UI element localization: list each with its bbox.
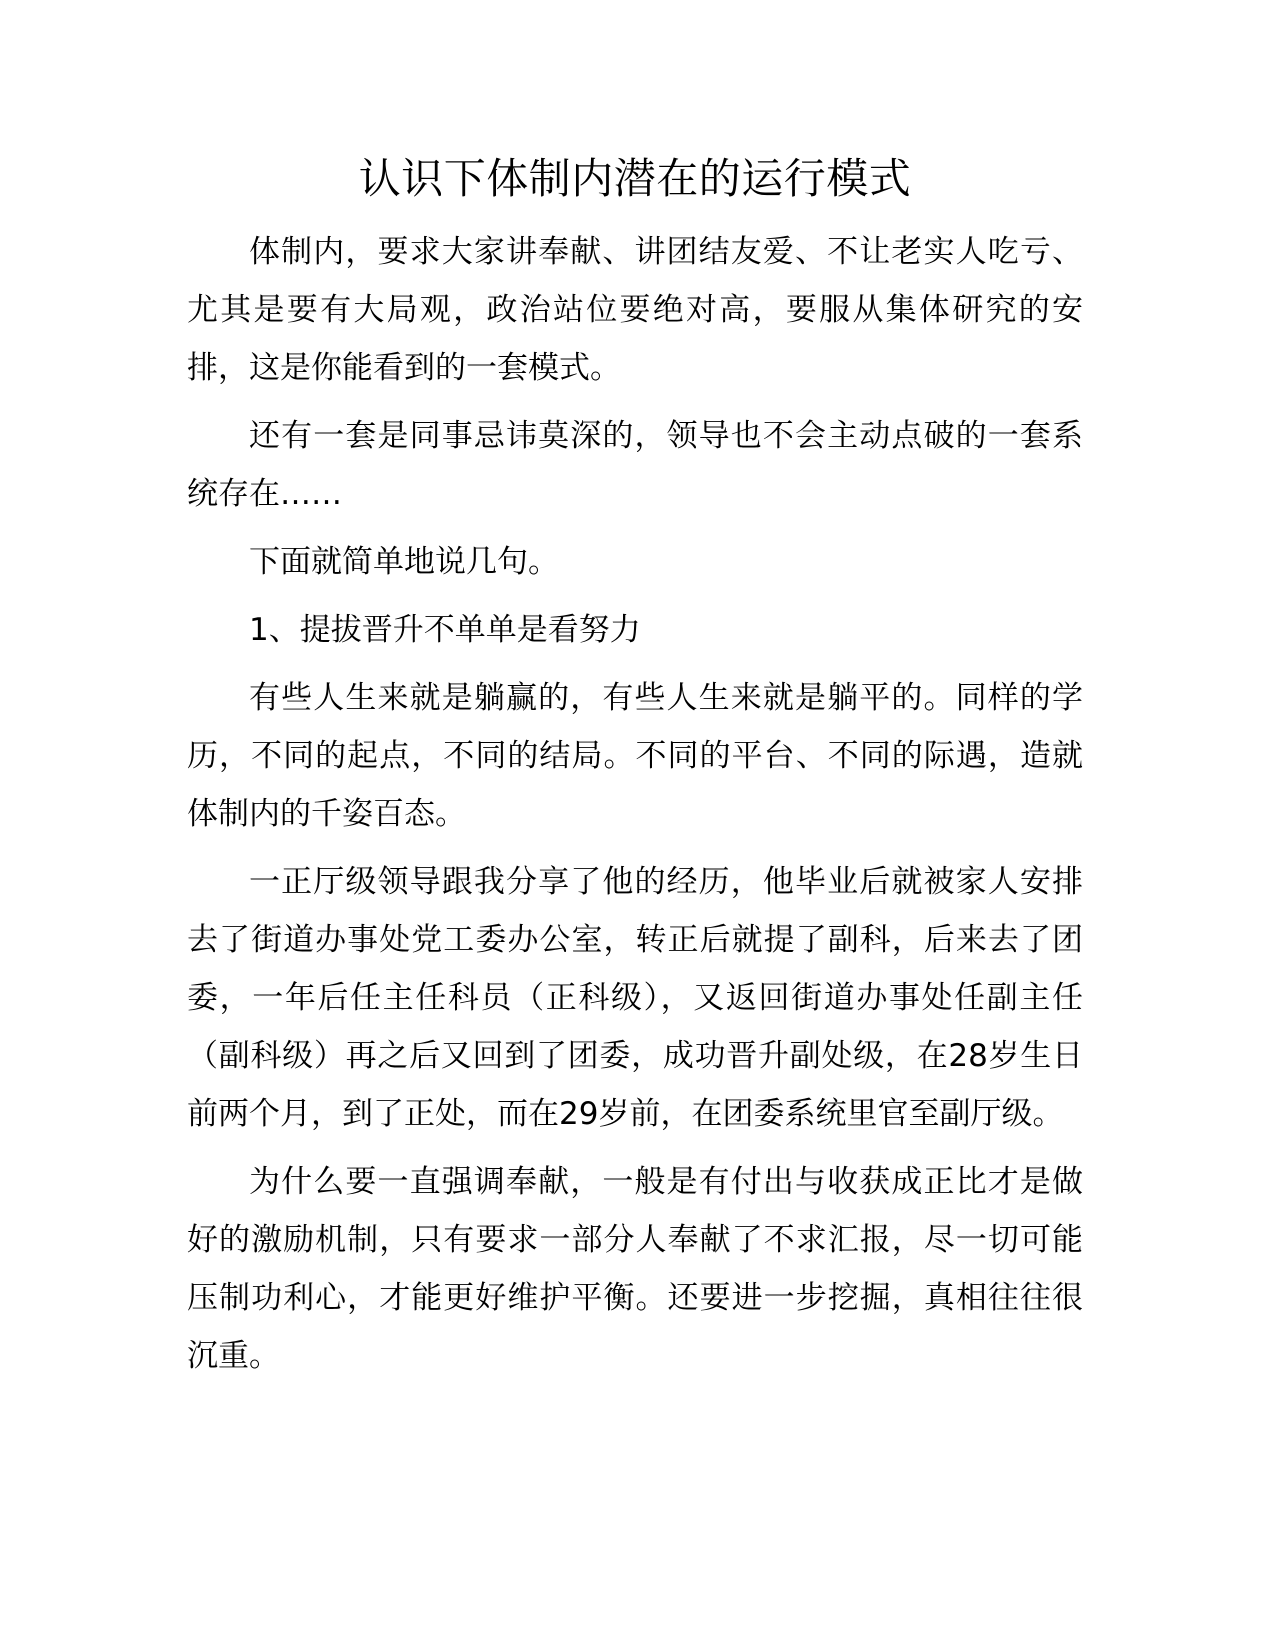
section-heading-1: 1、提拔晋升不单单是看努力 bbox=[249, 612, 641, 648]
paragraph-intro: 体制内，要求大家讲奉献、讲团结友爱、不让老实人吃亏、尤其是要有大局观，政治站位要绝对高，要服从集体研究的安排，这是你能看到的一套模式。 bbox=[187, 234, 1083, 386]
paragraph-starting-points: 有些人生来就是躺赢的，有些人生来就是躺平的。同样的学历，不同的起点，不同的结局。不同的平台、不同的际遇，造就体制内的千姿百态。 bbox=[187, 680, 1083, 832]
paragraph-dedication: 为什么要一直强调奉献，一般是有付出与收获成正比才是做好的激励机制，只有要求一部分人奉献了不求汇报，尽一切可能压制功利心，才能更好维护平衡。还要进一步挖掘，真相往往很沉重。 bbox=[187, 1164, 1083, 1374]
paragraph-hidden-system: 还有一套是同事忌讳莫深的，领导也不会主动点破的一套系统存在…… bbox=[187, 418, 1083, 512]
document-title: 认识下体制内潜在的运行模式 bbox=[358, 154, 912, 203]
document-body bbox=[187, 145, 1083, 1395]
paragraph-lead-in: 下面就简单地说几句。 bbox=[249, 544, 559, 580]
paragraph-career-example: 一正厅级领导跟我分享了他的经历，他毕业后就被家人安排去了街道办事处党工委办公室，转正后就提了副科，后来去了团委，一年后任主任科员（正科级），又返回街道办事处任副主任（副科级）再之后又回到了团委，成功晋升副处级，在28岁生日前两个月，到了正处，而在29岁前，在团委系统里官至副厅级。 bbox=[187, 864, 1083, 1132]
